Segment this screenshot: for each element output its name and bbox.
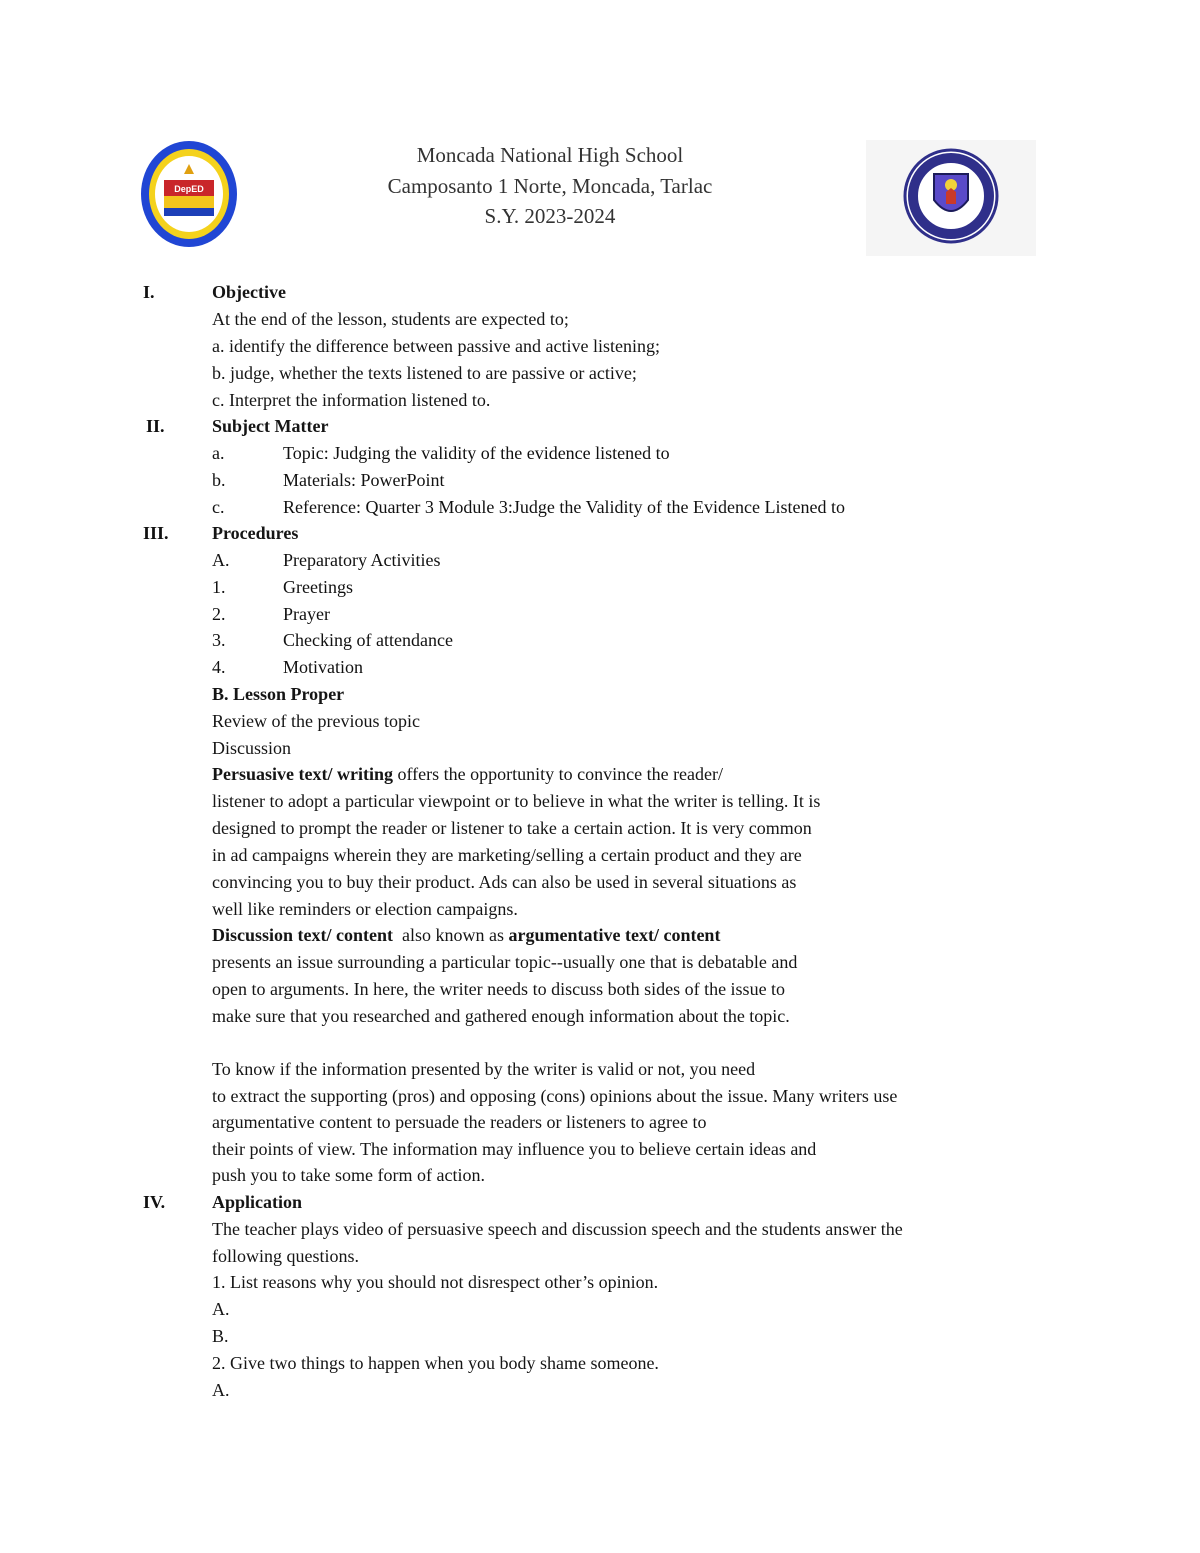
answer-marker: B.	[212, 1326, 229, 1346]
discussion-paragraph-line: make sure that you researched and gathered enough information about the topic.	[212, 1006, 790, 1026]
lesson-proper-heading: B. Lesson Proper	[212, 684, 345, 704]
discussion-term: Discussion text/ content	[212, 925, 393, 945]
list-marker: 4.	[212, 657, 226, 677]
step-item: Motivation	[283, 657, 363, 677]
application-question: 2. Give two things to happen when you body shame someone.	[212, 1353, 659, 1373]
section-numeral: I.	[143, 282, 155, 302]
list-marker: 3.	[212, 630, 226, 650]
step-item: Checking of attendance	[283, 630, 453, 650]
application-line: following questions.	[212, 1246, 359, 1266]
validity-paragraph-line: their points of view. The information may influence you to believe certain ideas and	[212, 1139, 817, 1159]
application-question: 1. List reasons why you should not disrespect other’s opinion.	[212, 1272, 659, 1292]
step-item: Greetings	[283, 577, 353, 597]
deped-seal-logo	[866, 140, 1036, 256]
list-marker: 2.	[212, 604, 226, 624]
list-marker: a.	[212, 443, 225, 463]
seal-text: DepED	[174, 184, 204, 194]
answer-marker: A.	[212, 1299, 230, 1319]
persuasive-paragraph-line: designed to prompt the reader or listener to take a certain action. It is very common	[212, 818, 812, 838]
subject-materials: Materials: PowerPoint	[283, 470, 445, 490]
section-heading-subject-matter: Subject Matter	[212, 416, 329, 436]
also-known-as: also known as	[393, 925, 509, 945]
school-year: S.Y. 2023-2024	[484, 204, 616, 228]
validity-paragraph-line: To know if the information presented by the writer is valid or not, you need	[212, 1059, 756, 1079]
school-seal-icon	[140, 140, 238, 248]
discussion-label: Discussion	[212, 738, 292, 758]
subject-reference: Reference: Quarter 3 Module 3:Judge the Validity of the Evidence Listened to	[283, 497, 845, 517]
persuasive-text: offers the opportunity to convince the reader/	[392, 764, 724, 784]
preparatory-activities: Preparatory Activities	[283, 550, 441, 570]
section-numeral: III.	[143, 523, 169, 543]
discussion-paragraph-line	[212, 924, 720, 946]
step-item: Prayer	[283, 604, 330, 624]
school-address: Camposanto 1 Norte, Moncada, Tarlac	[387, 173, 713, 198]
persuasive-paragraph-line: convincing you to buy their product. Ads can also be used in several situations as	[212, 872, 797, 892]
objective-item: b. judge, whether the texts listened to are passive or active;	[212, 363, 637, 383]
list-marker: 1.	[212, 577, 226, 597]
validity-paragraph-line: argumentative content to persuade the readers or listeners to agree to	[212, 1112, 707, 1132]
section-heading-procedures: Procedures	[212, 523, 299, 543]
persuasive-paragraph-line: in ad campaigns wherein they are marketing/selling a certain product and they are	[212, 845, 802, 865]
application-line: The teacher plays video of persuasive speech and discussion speech and the students answer the	[212, 1219, 903, 1239]
answer-marker: A.	[212, 1380, 230, 1400]
argumentative-term: argumentative text/ content	[508, 925, 721, 945]
discussion-paragraph-line: presents an issue surrounding a particular topic--usually one that is debatable and	[212, 952, 798, 972]
section-heading-application: Application	[212, 1192, 303, 1212]
section-heading-objective: Objective	[212, 282, 286, 302]
discussion-paragraph-line: open to arguments. In here, the writer needs to discuss both sides of the issue to	[212, 979, 786, 999]
persuasive-term: Persuasive text/ writing	[212, 764, 393, 784]
persuasive-paragraph-line	[212, 763, 723, 785]
objective-intro: At the end of the lesson, students are expected to;	[212, 309, 569, 329]
review-text: Review of the previous topic	[212, 711, 420, 731]
list-marker: b.	[212, 470, 226, 490]
school-seal-logo	[140, 140, 238, 248]
school-header	[300, 140, 800, 232]
persuasive-paragraph-line: well like reminders or election campaigns.	[212, 899, 518, 919]
objective-item: c. Interpret the information listened to.	[212, 390, 491, 410]
validity-paragraph-line: push you to take some form of action.	[212, 1165, 485, 1185]
section-numeral: IV.	[143, 1192, 166, 1212]
school-name: Moncada National High School	[416, 143, 684, 167]
subject-topic: Topic: Judging the validity of the evidence listened to	[283, 443, 670, 463]
persuasive-paragraph-line: listener to adopt a particular viewpoint or to believe in what the writer is telling. It is	[212, 791, 821, 811]
validity-paragraph-line: to extract the supporting (pros) and opposing (cons) opinions about the issue. Many writers use	[212, 1086, 898, 1106]
deped-seal-icon	[866, 140, 1036, 256]
list-marker: A.	[212, 550, 230, 570]
section-numeral: II.	[146, 416, 165, 436]
list-marker: c.	[212, 497, 225, 517]
objective-item: a. identify the difference between passive and active listening;	[212, 336, 660, 356]
